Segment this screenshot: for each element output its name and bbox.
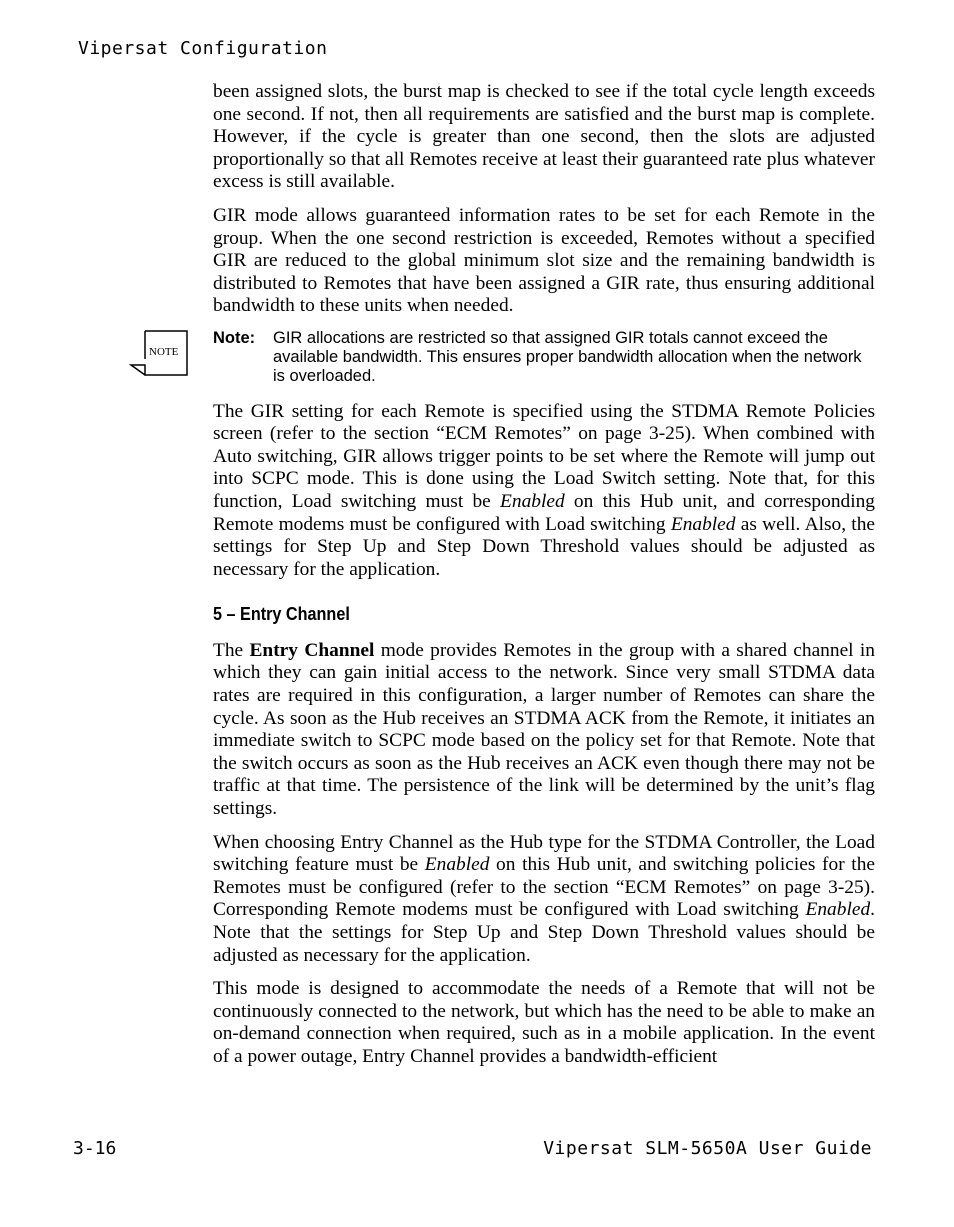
- paragraph-gir-mode: GIR mode allows guaranteed information rates to be set for each Remote in the group. When the one second restriction is exceeded, Remotes without a specified GIR are reduced to the global minimum slot size and the remaining bandwidth is distributed to Remotes that have been assigned a GIR rate, thus ensuring additional bandwidth to these units when needed.: [213, 204, 875, 317]
- text-run: mode provides Remotes in the group with a shared channel in which they can gain initial access to the network. Since very small STDMA data rates are required in this configuration, a larger number of Remotes can share the cycle. As soon as the Hub receives an STDMA ACK from the Remote, it initiates an immediate switch to SCPC mode based on the policy set for that Remote. Note that the switch occurs as soon as the Hub receives an ACK even though there may not be traffic at that time. The persistence of the link will be determined by the unit’s flag settings.: [213, 639, 875, 820]
- running-header: Vipersat Configuration: [78, 38, 328, 59]
- paragraph-gir-setting: [213, 401, 875, 582]
- text-run: The: [213, 639, 250, 661]
- running-footer-title: Vipersat SLM-5650A User Guide: [543, 1138, 872, 1159]
- emphasis-enabled: Enabled: [670, 513, 736, 535]
- paragraph-hub-type: [213, 832, 875, 968]
- bold-entry-channel: Entry Channel: [249, 639, 375, 661]
- section-heading: 5 – Entry Channel: [213, 604, 350, 625]
- text-run: The GIR setting for each Remote is specified using the STDMA Remote Policies screen (refer to the section “ECM Remotes” on page 3-25). When combined with Auto switching, GIR allows trigger points to be set where the Remote will jump out into SCPC mode. This is done using the Load Switch setting. Note that, for this function, Load switching must be: [213, 400, 875, 512]
- text-run: on this Hub unit, and corresponding Remote modems must be configured with Load switching: [213, 490, 875, 535]
- text-run: . Note that the settings for Step Up and Step Down Threshold values should be adjusted as necessary for the application.: [213, 899, 875, 966]
- note-text: GIR allocations are restricted so that assigned GIR totals cannot exceed the available bandwidth. This ensures proper bandwidth allocation when the network is overloaded.: [273, 328, 862, 386]
- text-run: as well. Also, the settings for Step Up and Step Down Threshold values should be adjusted as necessary for the application.: [213, 513, 875, 580]
- paragraph-entry-channel: [213, 640, 875, 821]
- note-label: Note:: [213, 328, 256, 347]
- note-icon: [129, 329, 189, 377]
- page-number: 3-16: [73, 1138, 117, 1159]
- emphasis-enabled: Enabled: [805, 899, 871, 921]
- page-body: [149, 81, 875, 1080]
- text-run: on this Hub unit, and switching policies for the Remotes must be configured (refer to the section “ECM Remotes” on page 3-25). Corresponding Remote modems must be configured with Load switching: [213, 854, 875, 921]
- note-icon-label: NOTE: [149, 345, 179, 358]
- note-callout: [149, 328, 875, 387]
- paragraph-burst-map: been assigned slots, the burst map is checked to see if the total cycle length exceeds one second. If not, then all requirements are satisfied and the burst map is complete. However, if the cycle is greater than one second, then the slots are adjusted proportionally so that all Remotes receive at least their guaranteed rate plus whatever excess is still available.: [213, 81, 875, 193]
- emphasis-enabled: Enabled: [500, 490, 565, 512]
- emphasis-enabled: Enabled: [424, 854, 490, 876]
- text-run: When choosing Entry Channel as the Hub type for the STDMA Controller, the Load switching feature must be: [213, 831, 875, 876]
- paragraph-mode-design: This mode is designed to accommodate the needs of a Remote that will not be continuously connected to the network, but which has the need to be able to make an on-demand connection when required, such as in a mobile application. In the event of a power outage, Entry Channel provides a bandwidth-efficient: [213, 978, 875, 1067]
